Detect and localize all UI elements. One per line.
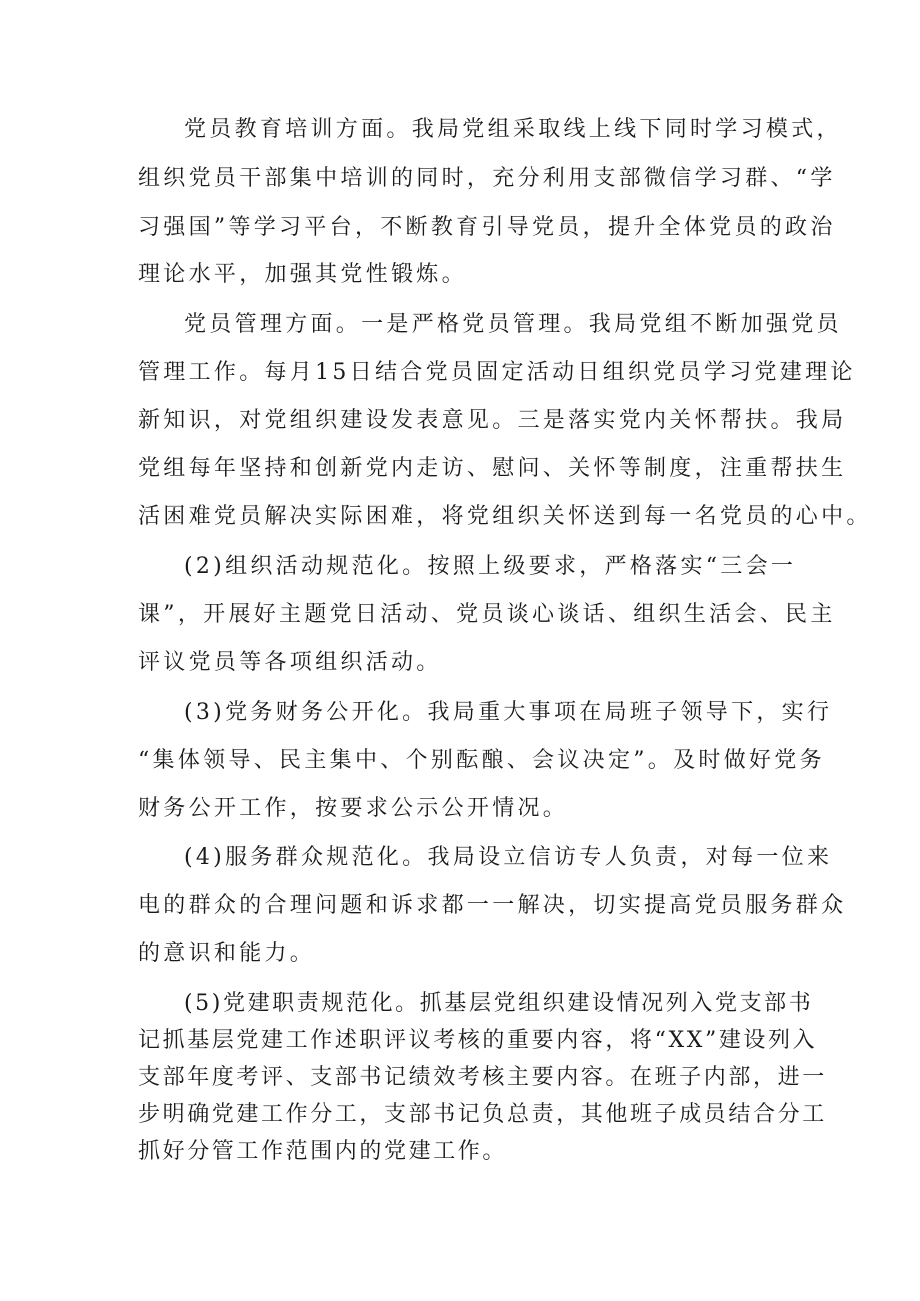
text-line: 评议党员等各项组织活动。 xyxy=(138,650,442,675)
text-line: 党员管理方面。一是严格党员管理。我局党组不断加强党员 xyxy=(184,312,842,337)
text-line: (2)组织活动规范化。按照上级要求，严格落实“三会一 xyxy=(184,554,797,579)
text-line: 新知识，对党组织建设发表意见。三是落实党内关怀帮扶。我局 xyxy=(138,408,847,433)
text-line: 党员教育培训方面。我局党组采取线上线下同时学习模式， xyxy=(184,117,842,142)
text-line: 支部年度考评、支部书记绩效考核主要内容。在班子内部，进一 xyxy=(138,1065,827,1090)
text-line: 记抓基层党建工作述职评议考核的重要内容，将“XX”建设列入 xyxy=(138,1028,818,1053)
text-line: 组织党员干部集中培训的同时，充分利用支部微信学习群、“学 xyxy=(138,166,836,191)
text-line: (3)党务财务公开化。我局重大事项在局班子领导下，实行 xyxy=(184,700,833,725)
text-line: 财务公开工作，按要求公示公开情况。 xyxy=(138,796,569,821)
text-line: “集体领导、民主集中、个别酝酿、会议决定”。及时做好党务 xyxy=(138,748,825,773)
text-line: 电的群众的合理问题和诉求都一一解决，切实提高党员服务群众 xyxy=(138,893,847,918)
text-line: (4)服务群众规范化。我局设立信访专人负责，对每一位来 xyxy=(184,845,833,870)
text-line: 管理工作。每月15日结合党员固定活动日组织党员学习党建理论 xyxy=(138,360,856,385)
text-line: 活困难党员解决实际困难，将党组织关怀送到每一名党员的心中。 xyxy=(138,504,872,529)
text-line: 习强国”等学习平台，不断教育引导党员，提升全体党员的政治 xyxy=(138,215,836,240)
text-line: 步明确党建工作分工，支部书记负总责，其他班子成员结合分工 xyxy=(138,1102,827,1127)
text-line: 抓好分管工作范围内的党建工作。 xyxy=(138,1139,508,1164)
text-line: 的意识和能力。 xyxy=(138,941,316,966)
text-line: (5)党建职责规范化。抓基层党组织建设情况列入党支部书 xyxy=(184,991,814,1016)
text-line: 理论水平，加强其党性锻炼。 xyxy=(138,262,467,287)
text-line: 课”，开展好主题党日活动、党员谈心谈话、组织生活会、民主 xyxy=(138,602,836,627)
text-line: 党组每年坚持和创新党内走访、慰问、关怀等制度，注重帮扶生 xyxy=(138,456,847,481)
